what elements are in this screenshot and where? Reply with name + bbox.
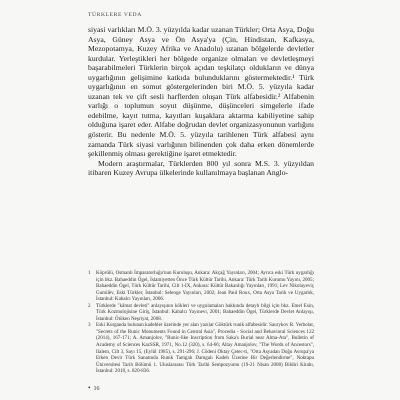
paragraph: siyasi varlıkları M.Ö. 3. yüzyılda kadar uzanan Türkler; Orta Asya, Doğu Asya, Güney Asya ve Ön Asya'ya (Çin, Hindistan, Kafkasya, Mezopotamya, Kuzey Afrika ve Anadolu) uzanan bölgelerde devletler kurdular. Yerleştikleri her bölgede organize olmaları ve devletleşmeyi başarabilmeleri Türklerin birçok açıdan teşkilatçı oldukların ve dünya uygarlığının gelişimine katkıda bulunduklarını göstermektedir.¹ Türk uygarlığının en somut göstergelerinden biri M.Ö. 5. yüzyıla kadar uzanan tek ve çift sesli harflerden oluşan Türk alfabesidir.² Alfabenin varlığı o toplumun soyut düşünme, düşünceleri simgelerle ifade edebilme, kayıt tutma, kayıtları kuşaklara aktarma kabiliyetine sahip olduğuna işaret eder. Alfabe doğrudan devlet organizasyonunun varlığını gösterir. Bu nedenle M.Ö. 5. yüzyıla tarihlenen Türk alfabesi aynı zamanda Türk siyasi varlığının bilinenden çok daha erken dönemlerde şekillenmiş olması gerektiğine işaret etmektedir. bbox=[88, 25, 314, 159]
footnote-number: 2 bbox=[88, 302, 91, 309]
footnote-text: Türklerde "kâmat devleti" anlayışının kökleri ve uygulamaları hakkında detaylı bilgi için bkz. Emel Esin, Türk Kozmolojisine Giriş, İstanbul: Kabalcı Yayınevi, 2001; Bahaeddin Ögel, Türklerde Devlet Anlayışı, İstanbul: Ötüken Neşriyat, 2008. bbox=[96, 302, 314, 322]
footnote bbox=[88, 322, 314, 374]
footnote bbox=[88, 303, 314, 323]
footnote-number: 3 bbox=[88, 322, 91, 329]
page-number bbox=[88, 384, 99, 392]
footnote bbox=[88, 270, 314, 303]
paragraph: Modern araştırmalar, Türklerden 800 yıl sonra M.S. 3. yüzyıldan itibaren Kuzey Avrupa ülkelerinde kullanılmaya başlanan Anglo- bbox=[88, 158, 314, 178]
footnotes bbox=[88, 270, 314, 375]
running-header: TÜRKLERE VEDA bbox=[88, 12, 142, 18]
body-text bbox=[88, 25, 314, 178]
footnote-text: Köprülü, Osmanlı İmparatorluğu'nun Kuruluşu, Ankara: Akçağ Yayınları, 2004; Ayrıca eski Türk uygarlığı için bkz. Bahaeddin Ögel, İslamiyetten Önce Türk Kültür Tarihi, Ankara: Türk Tarih Kurumu Yayını, 2005; Bahaeddin Ögel, Türk Kültür Tarihi, Cilt 1-IX, Ankara: Kültür Bakanlığı Yayınları, 1991; Lev Nikolayeviç Gumilëv, Eski Türkler, İstanbul: Selenge Yayınları, 2002; Jean Paul Roux, Orta Asya Tarih ve Uygarlık, İstanbul: Kabalcı Yayınları, 2006. bbox=[96, 270, 314, 303]
bullet-icon: • bbox=[88, 384, 91, 392]
page-number-value: 16 bbox=[93, 386, 100, 392]
footnote-text: Eski Kurganda bulunan kadehler üzerinde yer alan yazılar Göktürk runik alfabesidir. Saurykov R. Yerbolat, "Secrets of the Runic Monuments Found in Central Asia", Procedia - Social and Behavioral Sciences 122 (2014), 167-171; A. Amanjolov, "Runic-like Inscription from Saka's Burial near Alma-Ata", Bulletin of Academy of Sciences KazSSR, 1971, No.12 (320), s. 64-66; Altay Amanjolov, "The Words of Ancestors", Ilalem, Cilt 3, Sayı 15, (Eylül 1985), s. 291-296; J. Cödeni Oktay Çetec-ti, "Orta Asyadan Doğu Avrupa'ya Erken Devir Türk Sanatında Runik Tamgalı Damgalı Kadeh Üzerine Bir Değerlendirme", Noktapu Üniversitesi Tarih Bölümü 1. Uluslararası Türk Tarihi Sempozyumu (19-21 Nisan 2008) Bildiri Kitabı, İstanbul: 2018, s. 820-836. bbox=[96, 322, 314, 375]
footnote-number: 1 bbox=[88, 270, 91, 276]
